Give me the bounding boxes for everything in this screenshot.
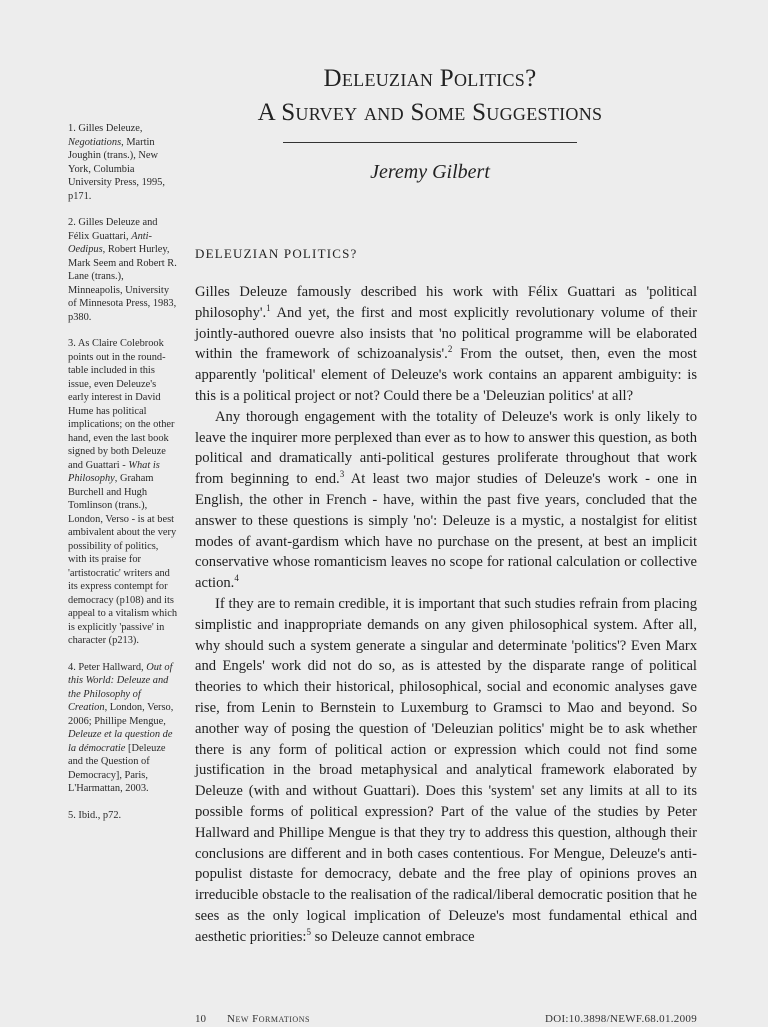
- section-heading: DELEUZIAN POLITICS?: [195, 246, 358, 261]
- paragraph-text: If they are to remain credible, it is important that such studies refrain from placing simplistic and inappropriate demands on any given philosophical system. After all, why should such a system generate a singular and determinate 'politics'? Even Marx and Engels' work did not do so, as is attested by the disparate range of political theories to which their historical, philosophical, social and economic analyses gave rise, from Lenin to Bernstein to Luxemburg to Gramsci to Mao and beyond. So another way of posing the question of 'Deleuzian politics' might be to ask whether there is any form of political action or expression which could not find some justification in the broad metaphysical and analytical framework elaborated by Deleuze (with and without Guattari). Does this 'system' set any limits at all to its possible forms of political expression? Part of the value of the studies by Peter Hallward and Phillipe Mengue is that they try to address this question, although their conclusions are different and in both cases contentious. For Mengue, Deleuze's anti-populist distaste for democracy, debate and the free play of opinions proves an irreducible obstacle to the realisation of the radical/liberal democratic position that he sees as the only logical implication of Deleuze's most fundamental ethical and aesthetic priorities:: [195, 595, 697, 945]
- footnote-5: [68, 809, 178, 823]
- paragraph-text: At least two major studies of Deleuze's work - one in English, the other in French - have, within the past five years, concluded that the answer to these questions is simply 'no': Deleuze is a mystic, a nostalgist for elitist modes of avant-gardism which have no purchase on the present, at best an implicit conservative whose romanticism leaves no scope for rational calculation or collective action.: [195, 471, 697, 592]
- footnote-number: 3.: [68, 338, 76, 349]
- paragraph-text: Gilles Deleuze famously described his work with Félix Guattari as 'political philosophy'.: [195, 284, 697, 321]
- footnote-number: 2.: [68, 217, 76, 228]
- footnote-text: Peter Hallward,: [78, 661, 144, 673]
- footnote-2: [68, 216, 178, 324]
- footnote-4: [68, 661, 178, 796]
- journal-name: New Formations: [227, 1013, 310, 1025]
- footnote-ref[interactable]: 3: [339, 469, 345, 480]
- paragraph-text: Any thorough engagement with the totality of Deleuze's work is only likely to leave the inquirer more perplexed than ever as to how to answer this question, as both political and dramatically anti-political gestures proliferate throughout that work from beginning to end.: [195, 408, 697, 488]
- footnote-italic-title: Out of this World: Deleuze and the Philosophy of Creation: [68, 661, 173, 713]
- title-line-2: A Survey and Some Suggestions: [257, 99, 603, 126]
- footnote-3: [68, 337, 178, 648]
- footnote-text: , Martin Joughin (trans.), New York, Columbia University Press, 1995, p171.: [68, 136, 165, 202]
- footnote-italic-title: Deleuze et la question de la démocratie: [68, 729, 173, 754]
- footnote-ref[interactable]: 4: [234, 573, 239, 584]
- footnote-italic-title: Anti-Oedipus: [68, 230, 152, 255]
- doi-link[interactable]: DOI:10.3898/NEWF.68.01.2009: [544, 1013, 697, 1025]
- footnote-number: 1.: [68, 123, 76, 134]
- article-body: [195, 246, 697, 948]
- footnote-italic-title: Negotiations: [68, 136, 122, 148]
- paragraph-1: [195, 282, 697, 407]
- footnote-text: Ibid., p72.: [78, 809, 122, 821]
- title-block: [230, 62, 630, 184]
- footnote-1: [68, 122, 178, 203]
- footnote-ref[interactable]: 5: [306, 926, 311, 937]
- footnote-text: , London, Verso, 2006; Phillipe Mengue,: [68, 702, 174, 727]
- paragraph-text: so Deleuze cannot embrace: [310, 928, 475, 945]
- page-footer: [195, 1013, 697, 1027]
- footnote-text: Gilles Deleuze,: [78, 123, 143, 134]
- footnote-ref[interactable]: 2: [447, 344, 453, 355]
- footnote-italic-title: What is Philosophy: [68, 459, 160, 484]
- paragraph-2: [195, 407, 697, 594]
- footnote-text: , Robert Hurley, Mark Seem and Robert R. Lane (trans.), Minneapolis, University of Minnesota Press, 1983, p380.: [68, 244, 177, 323]
- footnote-ref[interactable]: 1: [266, 302, 271, 313]
- footnote-number: 4.: [68, 661, 76, 673]
- title-rule: [283, 142, 577, 143]
- footnote-text: As Claire Colebrook points out in the round-table included in this issue, even Deleuze's early interest in David Hume has political implications; on the other hand, even the last book signed by both Deleuze and Guattari -: [68, 338, 175, 471]
- footnote-text: , Graham Burchell and Hugh Tomlinson (trans.), London, Verso - is at best ambivalent about the very possibility of politics, with its praise for 'artistocratic' writers and its express contempt for democracy (p108) and its appeal to a vitalism which is explicitly 'passive' in character (p213).: [68, 473, 178, 646]
- author-name: Jeremy Gilbert: [370, 161, 490, 183]
- paragraph-3: [195, 594, 697, 948]
- footnotes-sidebar: [68, 122, 178, 835]
- paragraph-text: From the outset, then, even the most apparently 'political' element of Deleuze's work contains an apparent ambiguity: is this is a political project or not? Could there be a 'Deleuzian politics' at all?: [195, 346, 697, 404]
- paragraph-text: And yet, the first and most explicitly revolutionary volume of their jointly-authored ouevre also insists that 'no political programme will be elaborated within the framework of schizoanalysis'.: [195, 304, 697, 363]
- title-line-1: Deleuzian Politics?: [323, 65, 537, 92]
- footnote-number: 5.: [68, 809, 76, 821]
- footnote-text: Gilles Deleuze and Félix Guattari,: [68, 217, 158, 242]
- footnote-text: [Deleuze and the Question of Democracy], Paris, L'Harmattan, 2003.: [68, 742, 166, 794]
- page-number: 10: [195, 1013, 206, 1025]
